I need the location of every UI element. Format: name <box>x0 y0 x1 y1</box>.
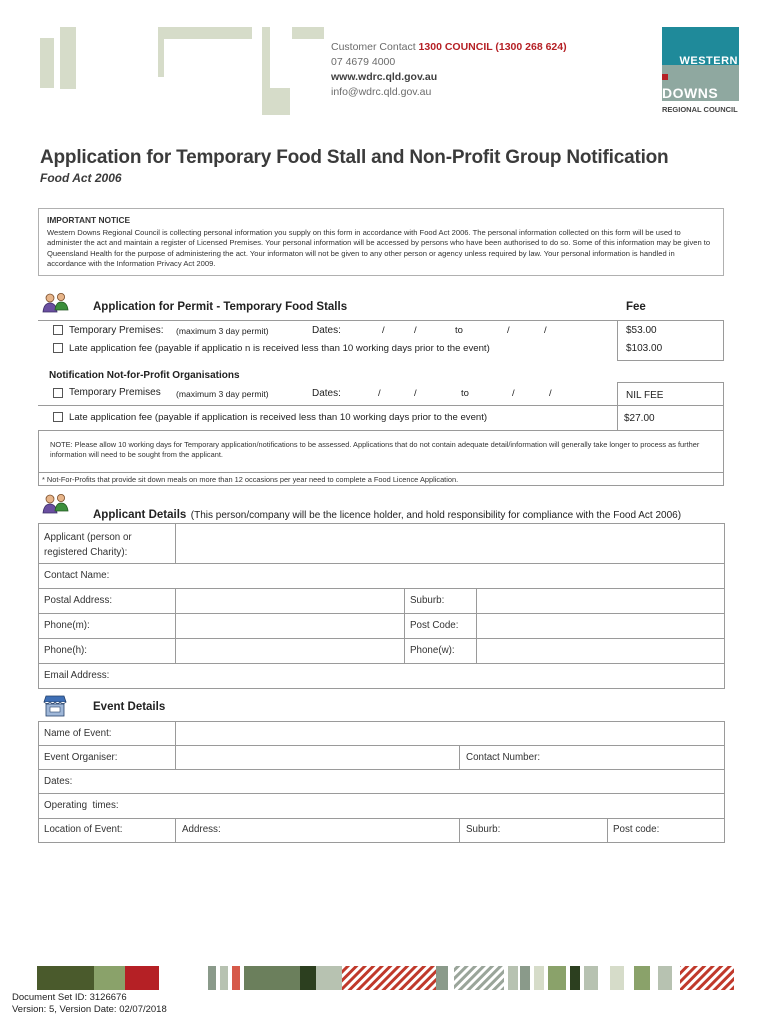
note-divider <box>38 472 724 473</box>
row3-date-slash: / <box>378 388 381 399</box>
post-code-label: Post Code: <box>410 620 459 631</box>
processing-note: NOTE: Please allow 10 working days for Temporary application/notifications to be assessed. Applications that do not contain adequate detail/information will generally take longer to process as further information will need to be sought from the applicant. <box>50 440 700 459</box>
event-address-field[interactable] <box>230 819 459 843</box>
applicant-name-label-line2: registered Charity): <box>44 547 128 558</box>
document-version: Version: 5, Version Date: 02/07/2018 <box>12 1004 167 1015</box>
operating-times-label: Operating times: <box>44 800 119 811</box>
contact-block <box>331 40 567 100</box>
permit-table-border <box>38 320 724 321</box>
market-stall-icon <box>42 694 68 718</box>
applicant-name-label <box>44 530 132 560</box>
event-organiser-field[interactable] <box>176 746 459 769</box>
postal-address-label: Postal Address: <box>44 595 113 606</box>
nfp-late-application-checkbox[interactable] <box>53 412 63 422</box>
fee-heading: Fee <box>626 301 646 313</box>
nfp-table-border <box>617 382 724 383</box>
event-dates-field[interactable] <box>90 770 724 793</box>
contact-name-field[interactable] <box>176 564 724 588</box>
row2-fee: $103.00 <box>626 343 663 354</box>
row3-dates-label: Dates: <box>312 388 341 399</box>
phone-w-label: Phone(w): <box>410 645 455 656</box>
council-logo <box>662 27 739 116</box>
row1-note: (maximum 3 day permit) <box>176 326 269 336</box>
row1-to-label: to <box>455 325 463 336</box>
contact-number-label: Contact Number: <box>466 752 541 763</box>
contact-website[interactable]: www.wdrc.qld.gov.au <box>331 71 438 83</box>
nfp-row-divider <box>38 405 724 406</box>
event-name-field[interactable] <box>176 722 724 745</box>
applicant-name-field[interactable] <box>176 524 724 563</box>
fee-column-border <box>723 320 724 360</box>
page-subtitle: Food Act 2006 <box>40 171 122 185</box>
document-set-id: Document Set ID: 3126676 <box>12 992 127 1003</box>
row3-date-slash: / <box>549 388 552 399</box>
fee-column-divider <box>617 320 618 360</box>
row1-label: Temporary Premises: <box>69 325 164 336</box>
header-decor-bar <box>292 27 324 39</box>
important-notice <box>38 208 724 276</box>
page-title: Application for Temporary Food Stall and Non-Profit Group Notification <box>40 147 669 168</box>
header-decor-bar <box>40 38 54 88</box>
event-postcode-label: Post code: <box>613 824 660 835</box>
row3-to-label: to <box>461 388 469 399</box>
row3-note: (maximum 3 day permit) <box>176 389 269 399</box>
temporary-premises-checkbox[interactable] <box>53 325 63 335</box>
footer-document-info <box>12 992 167 1016</box>
phone-m-label: Phone(m): <box>44 620 90 631</box>
contact-name-label: Contact Name: <box>44 570 110 581</box>
late-application-checkbox[interactable] <box>53 343 63 353</box>
event-address-label: Address: <box>182 824 221 835</box>
event-table-divider <box>607 818 608 843</box>
nfp-fee-divider <box>617 382 618 430</box>
phone-h-field[interactable] <box>176 639 404 663</box>
applicant-heading-note: (This person/company will be the licence holder, and hold responsibility for compliance with the Food Act 2006) <box>190 510 682 521</box>
row3-fee: NIL FEE <box>626 390 664 401</box>
row3-date-slash: / <box>512 388 515 399</box>
header-decor-bar <box>164 27 252 39</box>
email-address-field[interactable] <box>120 664 724 688</box>
logo-line-downs: DOWNS <box>662 85 719 101</box>
row1-date-slash: / <box>382 325 385 336</box>
row3-label: Temporary Premises <box>69 387 161 398</box>
operating-times-field[interactable] <box>140 794 724 818</box>
permit-table-border <box>617 360 724 361</box>
event-postcode-field[interactable] <box>666 819 724 843</box>
notice-heading: IMPORTANT NOTICE <box>47 215 131 225</box>
row4-label: Late application fee (payable if application is received less than 10 working days prior to the event) <box>69 412 488 423</box>
event-heading: Event Details <box>93 701 166 713</box>
row4-fee: $27.00 <box>624 413 655 424</box>
contact-label: Customer Contact <box>331 41 416 53</box>
phone-h-label: Phone(h): <box>44 645 88 656</box>
applicant-table-divider <box>404 588 405 663</box>
contact-number-field[interactable] <box>550 746 724 769</box>
applicant-name-label-line1: Applicant (person or <box>44 532 132 543</box>
nfp-note: * Not-For-Profits that provide sit down meals on more than 12 occasions per year need to complete a Food Licence Application. <box>42 475 459 484</box>
footer-decor-strip <box>0 964 770 992</box>
event-table-divider <box>175 818 176 843</box>
event-suburb-field[interactable] <box>510 819 607 843</box>
event-suburb-label: Suburb: <box>466 824 501 835</box>
suburb-field[interactable] <box>477 589 724 613</box>
applicant-heading: Applicant Details <box>93 509 187 521</box>
contact-phone: 07 4679 4000 <box>331 56 396 68</box>
people-icon <box>42 493 70 515</box>
contact-email[interactable]: info@wdrc.qld.gov.au <box>331 86 432 98</box>
row2-label: Late application fee (payable if applicatio n is received less than 10 working days prior to the event) <box>69 343 490 354</box>
email-address-label: Email Address: <box>44 670 110 681</box>
row1-date-slash: / <box>414 325 417 336</box>
post-code-field[interactable] <box>477 614 724 638</box>
nfp-temporary-premises-checkbox[interactable] <box>53 388 63 398</box>
phone-m-field[interactable] <box>176 614 404 638</box>
contact-phone-name: 1300 COUNCIL (1300 268 624) <box>418 41 567 53</box>
header-decor-bar <box>60 27 76 89</box>
event-dates-label: Dates: <box>44 776 73 787</box>
event-name-label: Name of Event: <box>44 728 112 739</box>
phone-w-field[interactable] <box>477 639 724 663</box>
row3-date-slash: / <box>414 388 417 399</box>
event-organiser-label: Event Organiser: <box>44 752 118 763</box>
logo-line-regional-council: REGIONAL COUNCIL <box>662 105 738 114</box>
applicant-heading-line <box>93 505 681 523</box>
notice-body: Western Downs Regional Council is collecting personal information you supply on this form in accordance with Food Act 2006. The personal information collected on this form will be used to administer the act and maintain a register of Licensed Premises. Your personal information will be accessed by persons who have been authorised to do so. Some of this information may be given to Queensland Health for the purpose of administering the act. Your informaton will not be given to any other person or agency unless required by law. Your personal information is handled in accordance with the Information Privacy Act 2009. <box>47 227 711 268</box>
row1-fee: $53.00 <box>626 325 657 336</box>
suburb-label: Suburb: <box>410 595 445 606</box>
logo-line-western: WESTERN <box>679 55 738 67</box>
nfp-fee-border <box>723 382 724 430</box>
postal-address-field[interactable] <box>176 589 404 613</box>
event-table-divider <box>459 818 460 843</box>
event-table-divider <box>459 745 460 769</box>
location-label: Location of Event: <box>44 824 123 835</box>
people-icon <box>42 292 70 314</box>
permit-heading: Application for Permit - Temporary Food Stalls <box>93 301 348 313</box>
row1-date-slash: / <box>544 325 547 336</box>
row1-dates-label: Dates: <box>312 325 341 336</box>
row1-date-slash: / <box>507 325 510 336</box>
nfp-heading: Notification Not-for-Profit Organisations <box>49 370 240 381</box>
header-decor-bar <box>266 88 290 115</box>
